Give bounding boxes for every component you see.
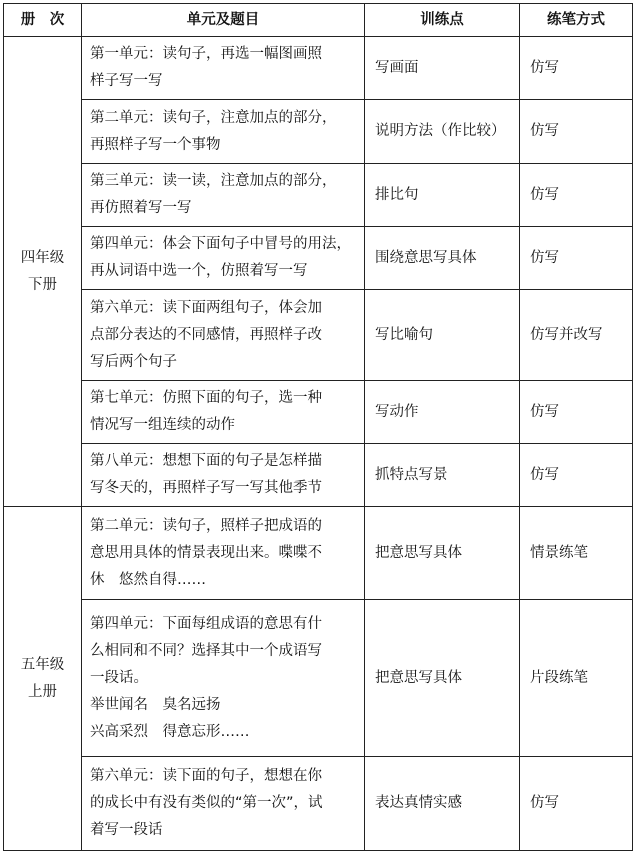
unit-text-line: 点部分表达的不同感情，再照样子改 xyxy=(90,326,322,343)
training-cell: 写动作 xyxy=(365,381,520,444)
volume-line: 下册 xyxy=(28,276,57,293)
unit-cell xyxy=(82,227,365,290)
table-row xyxy=(4,100,633,164)
unit-text-line: 的成长中有没有类似的“第一次”，试 xyxy=(90,795,323,811)
training-cell: 写画面 xyxy=(365,37,520,100)
unit-text-line: 第三单元：读一读，注意加点的部分， xyxy=(90,173,337,189)
volume-cell xyxy=(4,507,82,851)
volume-cell xyxy=(4,37,82,507)
unit-cell xyxy=(82,444,365,507)
unit-text-line: 第四单元：体会下面句子中冒号的用法， xyxy=(90,236,351,252)
unit-text-line: 第二单元：读句子，照样子把成语的 xyxy=(90,517,322,534)
unit-text-line: 第二单元：读句子，注意加点的部分， xyxy=(90,109,337,126)
table-row xyxy=(4,227,633,290)
unit-text-line: 第七单元：仿照下面的句子，选一种 xyxy=(90,390,322,406)
unit-cell xyxy=(82,37,365,100)
training-cell: 表达真情实感 xyxy=(365,757,520,851)
volume-line: 五年级 xyxy=(20,656,65,673)
table-row xyxy=(4,757,633,851)
method-cell: 仿写 xyxy=(520,757,633,851)
header-training: 训练点 xyxy=(365,4,520,37)
unit-text-line: 休 悠然自得…… xyxy=(90,571,206,588)
table-row xyxy=(4,600,633,757)
table-row xyxy=(4,507,633,600)
table-row xyxy=(4,444,633,507)
header-row xyxy=(4,4,633,37)
volume-line: 上册 xyxy=(28,683,57,700)
writing-practice-table xyxy=(3,3,633,851)
training-cell: 把意思写具体 xyxy=(365,600,520,757)
unit-cell xyxy=(82,600,365,757)
unit-cell xyxy=(82,164,365,227)
training-cell: 抓特点写景 xyxy=(365,444,520,507)
table-row xyxy=(4,290,633,381)
unit-text-line: 第八单元：想想下面的句子是怎样描 xyxy=(90,453,322,469)
table-row xyxy=(4,37,633,100)
unit-text-line: 第六单元：读下面的句子，想想在你 xyxy=(90,768,322,784)
unit-cell xyxy=(82,381,365,444)
method-cell: 仿写 xyxy=(520,164,633,227)
table-row xyxy=(4,381,633,444)
method-cell: 仿写并改写 xyxy=(520,290,633,381)
volume-line: 四年级 xyxy=(20,249,65,266)
training-cell: 排比句 xyxy=(365,164,520,227)
method-cell: 情景练笔 xyxy=(520,507,633,600)
unit-text-line: 第四单元：下面每组成语的意思有什 xyxy=(90,615,322,632)
method-cell: 仿写 xyxy=(520,227,633,290)
unit-cell xyxy=(82,507,365,600)
unit-text-line: 再从词语中选一个，仿照着写一写 xyxy=(90,263,308,279)
unit-text-line: 着写一段话 xyxy=(90,822,163,838)
header-volume: 册 次 xyxy=(4,4,82,37)
training-cell: 写比喻句 xyxy=(365,290,520,381)
table-row xyxy=(4,164,633,227)
training-cell: 围绕意思写具体 xyxy=(365,227,520,290)
unit-text-line: 情况写一组连续的动作 xyxy=(90,417,235,433)
method-cell: 片段练笔 xyxy=(520,600,633,757)
unit-text-line: 写后两个句子 xyxy=(90,353,177,370)
method-cell: 仿写 xyxy=(520,37,633,100)
method-cell: 仿写 xyxy=(520,444,633,507)
unit-text-line: 再照样子写一个事物 xyxy=(90,136,221,153)
header-unit: 单元及题目 xyxy=(82,4,365,37)
unit-text-line: 举世闻名 臭名远扬 xyxy=(90,696,221,713)
unit-text-line: 意思用具体的情景表现出来。喋喋不 xyxy=(90,544,322,561)
unit-text-line: 第一单元：读句子，再选一幅图画照 xyxy=(90,46,322,62)
unit-cell xyxy=(82,757,365,851)
header-method: 练笔方式 xyxy=(520,4,633,37)
unit-text-line: 再仿照着写一写 xyxy=(90,200,192,216)
unit-cell xyxy=(82,290,365,381)
unit-text-line: 写冬天的，再照样子写一写其他季节 xyxy=(90,480,322,496)
unit-text-line: 一段话。 xyxy=(90,669,148,686)
unit-text-line: 么相同和不同？选择其中一个成语写 xyxy=(90,642,322,659)
unit-text-line: 兴高采烈 得意忘形…… xyxy=(90,723,250,740)
unit-text-line: 第六单元：读下面两组句子，体会加 xyxy=(90,299,322,316)
training-cell: 把意思写具体 xyxy=(365,507,520,600)
method-cell: 仿写 xyxy=(520,100,633,164)
table-body xyxy=(4,37,633,851)
unit-cell xyxy=(82,100,365,164)
unit-text-line: 样子写一写 xyxy=(90,73,163,89)
training-cell: 说明方法（作比较） xyxy=(365,100,520,164)
method-cell: 仿写 xyxy=(520,381,633,444)
